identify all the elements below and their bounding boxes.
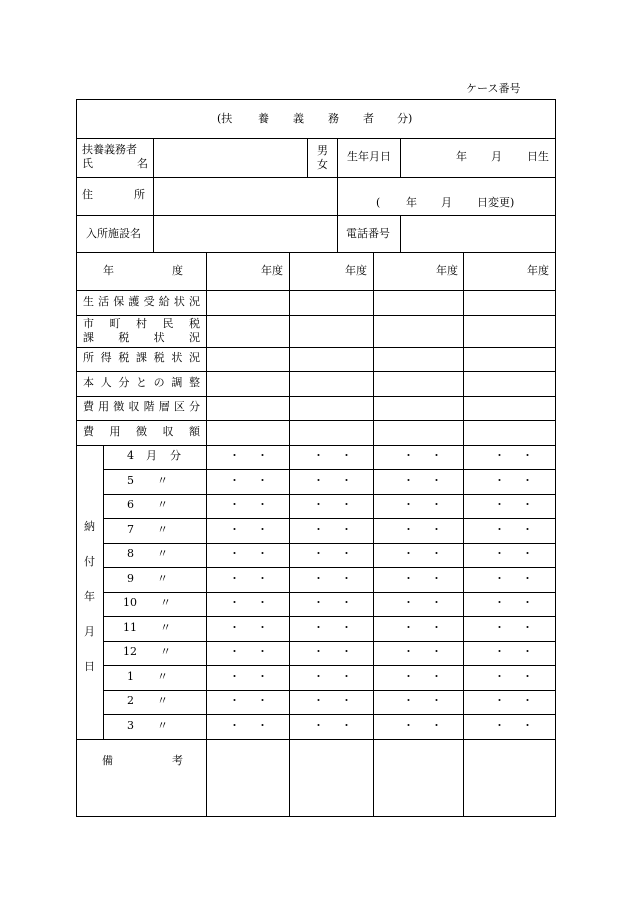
ditto-mark: 〃 <box>157 522 168 536</box>
date-dot: ・ <box>313 498 324 511</box>
phone-label: 電話番号 <box>346 227 390 240</box>
month-num: 7 <box>127 522 134 536</box>
date-dot: ・ <box>313 669 324 683</box>
label-char: 受 <box>143 295 155 308</box>
obligor-name-label-shi: 氏 <box>82 157 93 170</box>
date-dot: ・ <box>522 547 533 560</box>
label-char: 状 <box>171 351 183 364</box>
date-dot: ・ <box>403 547 414 560</box>
date-dot: ・ <box>313 473 324 487</box>
month-unit: 月 <box>146 449 157 462</box>
title-char: 義 <box>293 112 304 125</box>
address-change-year: 年 <box>406 196 417 209</box>
label-char: 徴 <box>113 400 125 413</box>
date-dot: ・ <box>431 522 442 536</box>
date-dot: ・ <box>494 620 505 634</box>
date-dot: ・ <box>229 620 240 634</box>
date-dot: ・ <box>403 449 414 462</box>
label-char: 徴 <box>136 425 147 438</box>
label-char: の <box>153 376 165 389</box>
rule <box>103 494 555 495</box>
date-dot: ・ <box>341 571 352 585</box>
date-dot: ・ <box>403 498 414 511</box>
title-char: 養 <box>258 112 269 125</box>
date-dot: ・ <box>313 620 324 634</box>
date-dot: ・ <box>341 473 352 487</box>
date-dot: ・ <box>494 473 505 487</box>
date-dot: ・ <box>522 694 533 707</box>
date-dot: ・ <box>229 596 240 609</box>
rule <box>307 138 308 177</box>
date-dot: ・ <box>229 522 240 536</box>
label-char: 費 <box>83 400 94 413</box>
rule <box>77 177 555 178</box>
ditto-mark: 〃 <box>157 498 168 511</box>
rule <box>400 138 401 177</box>
fiscal-year-col-2: 年度 <box>345 264 367 277</box>
rule <box>103 592 555 593</box>
date-dot: ・ <box>257 669 268 683</box>
label-char: 課 <box>136 351 147 364</box>
rule <box>103 445 104 739</box>
rule <box>337 138 338 252</box>
month-num: 2 <box>127 694 134 707</box>
date-dot: ・ <box>494 498 505 511</box>
rule <box>206 252 207 816</box>
date-dot: ・ <box>341 498 352 511</box>
month-num: 1 <box>127 669 134 683</box>
label-char: 民 <box>162 317 174 330</box>
date-dot: ・ <box>257 571 268 585</box>
date-dot: ・ <box>229 449 240 462</box>
case-number-label: ケース番号 <box>466 82 521 95</box>
sex-female: 女 <box>317 158 328 171</box>
date-dot: ・ <box>522 645 533 658</box>
rule <box>77 371 555 372</box>
label-char: 額 <box>189 425 200 438</box>
date-dot: ・ <box>522 669 533 683</box>
payment-date-vertical-char: 付 <box>84 555 95 568</box>
date-dot: ・ <box>313 547 324 560</box>
rule <box>77 420 555 421</box>
date-dot: ・ <box>257 522 268 536</box>
rule <box>77 215 555 216</box>
ditto-mark: 〃 <box>157 571 168 585</box>
month-num: 5 <box>127 473 134 487</box>
birthdate-label: 生年月日 <box>347 150 391 163</box>
date-dot: ・ <box>313 645 324 658</box>
label-char: 状 <box>153 331 165 344</box>
date-dot: ・ <box>403 645 414 658</box>
payment-date-vertical-char: 日 <box>84 660 95 673</box>
rule <box>77 138 555 139</box>
label-char: 況 <box>189 351 200 364</box>
month-num: 9 <box>127 571 134 585</box>
date-dot: ・ <box>257 718 268 732</box>
date-dot: ・ <box>522 620 533 634</box>
year-header-nen: 年 <box>103 264 114 277</box>
date-dot: ・ <box>494 449 505 462</box>
date-dot: ・ <box>494 571 505 585</box>
label-char: 税 <box>189 317 200 330</box>
date-dot: ・ <box>522 571 533 585</box>
rule <box>373 252 374 816</box>
date-dot: ・ <box>313 571 324 585</box>
label-char: 税 <box>118 351 130 364</box>
date-dot: ・ <box>341 547 352 560</box>
label-char: 保 <box>113 295 125 308</box>
rule <box>77 347 555 348</box>
address-change-open: ( <box>376 196 381 209</box>
date-dot: ・ <box>522 718 533 732</box>
date-dot: ・ <box>494 547 505 560</box>
label-char: 分 <box>189 400 200 413</box>
date-dot: ・ <box>494 645 505 658</box>
date-dot: ・ <box>403 571 414 585</box>
date-dot: ・ <box>494 669 505 683</box>
payment-date-vertical-char: 月 <box>84 625 95 638</box>
label-char: 活 <box>98 295 110 308</box>
date-dot: ・ <box>229 669 240 683</box>
date-dot: ・ <box>522 498 533 511</box>
date-dot: ・ <box>431 547 442 560</box>
date-dot: ・ <box>229 547 240 560</box>
remarks-label-ko: 考 <box>172 754 183 767</box>
label-char: 整 <box>189 376 200 389</box>
rule <box>77 315 555 316</box>
month-num: 6 <box>127 498 134 511</box>
date-dot: ・ <box>494 522 505 536</box>
date-dot: ・ <box>229 718 240 732</box>
label-char: 層 <box>158 400 170 413</box>
date-dot: ・ <box>403 620 414 634</box>
label-char: 町 <box>109 317 121 330</box>
sex-male: 男 <box>317 144 328 157</box>
date-dot: ・ <box>494 596 505 609</box>
rule <box>103 641 555 642</box>
date-dot: ・ <box>522 596 533 609</box>
date-dot: ・ <box>313 694 324 707</box>
date-dot: ・ <box>431 620 442 634</box>
date-dot: ・ <box>257 596 268 609</box>
date-dot: ・ <box>403 473 414 487</box>
date-dot: ・ <box>494 694 505 707</box>
date-dot: ・ <box>431 498 442 511</box>
month-num-4: 4 <box>127 449 134 462</box>
ditto-mark: 〃 <box>160 620 171 634</box>
label-char: 得 <box>100 351 112 364</box>
date-dot: ・ <box>403 522 414 536</box>
date-dot: ・ <box>313 522 324 536</box>
label-char: 護 <box>128 295 140 308</box>
address-change-end: 日変更) <box>477 196 515 209</box>
rule <box>289 252 290 816</box>
birthdate-month: 月 <box>491 150 502 163</box>
date-dot: ・ <box>431 718 442 732</box>
date-dot: ・ <box>313 449 324 462</box>
date-dot: ・ <box>431 694 442 707</box>
date-dot: ・ <box>341 449 352 462</box>
rule <box>103 518 555 519</box>
date-dot: ・ <box>229 498 240 511</box>
rule <box>77 445 555 446</box>
ditto-mark: 〃 <box>157 694 168 707</box>
date-dot: ・ <box>229 645 240 658</box>
birthdate-year: 年 <box>456 150 467 163</box>
date-dot: ・ <box>229 473 240 487</box>
label-char: 本 <box>83 376 94 389</box>
remarks-label-bi: 備 <box>102 754 113 767</box>
label-char: 収 <box>162 425 174 438</box>
date-dot: ・ <box>431 645 442 658</box>
date-dot: ・ <box>341 669 352 683</box>
ditto-mark: 〃 <box>157 669 168 683</box>
month-num: 3 <box>127 718 134 732</box>
label-char: 分 <box>118 376 130 389</box>
date-dot: ・ <box>431 449 442 462</box>
date-dot: ・ <box>257 620 268 634</box>
date-dot: ・ <box>403 694 414 707</box>
date-dot: ・ <box>229 571 240 585</box>
month-fen: 分 <box>170 449 181 462</box>
ditto-mark: 〃 <box>160 645 171 658</box>
label-char: 用 <box>109 425 121 438</box>
date-dot: ・ <box>522 522 533 536</box>
label-char: 用 <box>98 400 110 413</box>
rule <box>103 690 555 691</box>
date-dot: ・ <box>431 473 442 487</box>
address-label-ju: 住 <box>82 188 93 201</box>
date-dot: ・ <box>313 718 324 732</box>
date-dot: ・ <box>341 620 352 634</box>
label-char: 人 <box>100 376 112 389</box>
month-num: 10 <box>123 596 137 609</box>
date-dot: ・ <box>522 473 533 487</box>
rule <box>400 215 401 252</box>
date-dot: ・ <box>257 645 268 658</box>
label-char: 状 <box>173 295 185 308</box>
label-char: 調 <box>171 376 183 389</box>
month-num: 8 <box>127 547 134 560</box>
fiscal-year-col-1: 年度 <box>261 264 283 277</box>
rule <box>77 252 555 253</box>
date-dot: ・ <box>431 596 442 609</box>
birthdate-day: 日生 <box>527 150 549 163</box>
rule <box>153 177 154 252</box>
rule <box>103 714 555 715</box>
date-dot: ・ <box>341 718 352 732</box>
label-char: 階 <box>143 400 155 413</box>
date-dot: ・ <box>257 473 268 487</box>
rule <box>77 396 555 397</box>
label-char: 費 <box>83 425 94 438</box>
label-char: 所 <box>83 351 94 364</box>
label-char: 況 <box>189 295 200 308</box>
label-char: 生 <box>83 295 94 308</box>
title-char: 務 <box>328 112 339 125</box>
title-open: (扶 <box>217 112 233 125</box>
date-dot: ・ <box>257 498 268 511</box>
label-char: 税 <box>153 351 165 364</box>
obligor-name-label: 扶養義務者 <box>82 143 137 156</box>
obligor-name-label-mei: 名 <box>137 157 148 170</box>
title-close: 分) <box>397 112 413 125</box>
address-label-sho: 所 <box>134 188 145 201</box>
fiscal-year-col-4: 年度 <box>527 264 549 277</box>
rule <box>103 567 555 568</box>
address-change-month: 月 <box>441 196 452 209</box>
date-dot: ・ <box>431 669 442 683</box>
rule <box>103 469 555 470</box>
ditto-mark: 〃 <box>157 547 168 560</box>
date-dot: ・ <box>257 449 268 462</box>
payment-date-vertical-char: 納 <box>84 520 95 533</box>
facility-label: 入所施設名 <box>86 227 141 240</box>
month-num: 11 <box>123 620 137 634</box>
rule <box>103 543 555 544</box>
label-char: 収 <box>128 400 140 413</box>
rule <box>153 138 154 177</box>
label-char: 税 <box>118 331 130 344</box>
label-char: 区 <box>173 400 185 413</box>
fiscal-year-col-3: 年度 <box>436 264 458 277</box>
rule <box>103 665 555 666</box>
rule <box>77 290 555 291</box>
date-dot: ・ <box>341 596 352 609</box>
ditto-mark: 〃 <box>157 718 168 732</box>
date-dot: ・ <box>403 718 414 732</box>
rule <box>77 739 555 740</box>
payment-date-vertical-char: 年 <box>84 590 95 603</box>
ditto-mark: 〃 <box>157 473 168 487</box>
ditto-mark: 〃 <box>160 596 171 609</box>
date-dot: ・ <box>403 669 414 683</box>
label-char: 市 <box>83 317 94 330</box>
date-dot: ・ <box>431 571 442 585</box>
month-num: 12 <box>123 645 137 658</box>
date-dot: ・ <box>341 694 352 707</box>
date-dot: ・ <box>403 596 414 609</box>
date-dot: ・ <box>313 596 324 609</box>
date-dot: ・ <box>257 547 268 560</box>
label-char: と <box>136 376 147 389</box>
rule <box>463 252 464 816</box>
rule <box>103 616 555 617</box>
date-dot: ・ <box>494 718 505 732</box>
year-header-do: 度 <box>172 264 183 277</box>
date-dot: ・ <box>522 449 533 462</box>
date-dot: ・ <box>229 694 240 707</box>
date-dot: ・ <box>341 645 352 658</box>
label-char: 課 <box>83 331 94 344</box>
date-dot: ・ <box>257 694 268 707</box>
label-char: 村 <box>136 317 147 330</box>
label-char: 況 <box>189 331 200 344</box>
date-dot: ・ <box>341 522 352 536</box>
label-char: 給 <box>158 295 170 308</box>
title-char: 者 <box>363 112 374 125</box>
